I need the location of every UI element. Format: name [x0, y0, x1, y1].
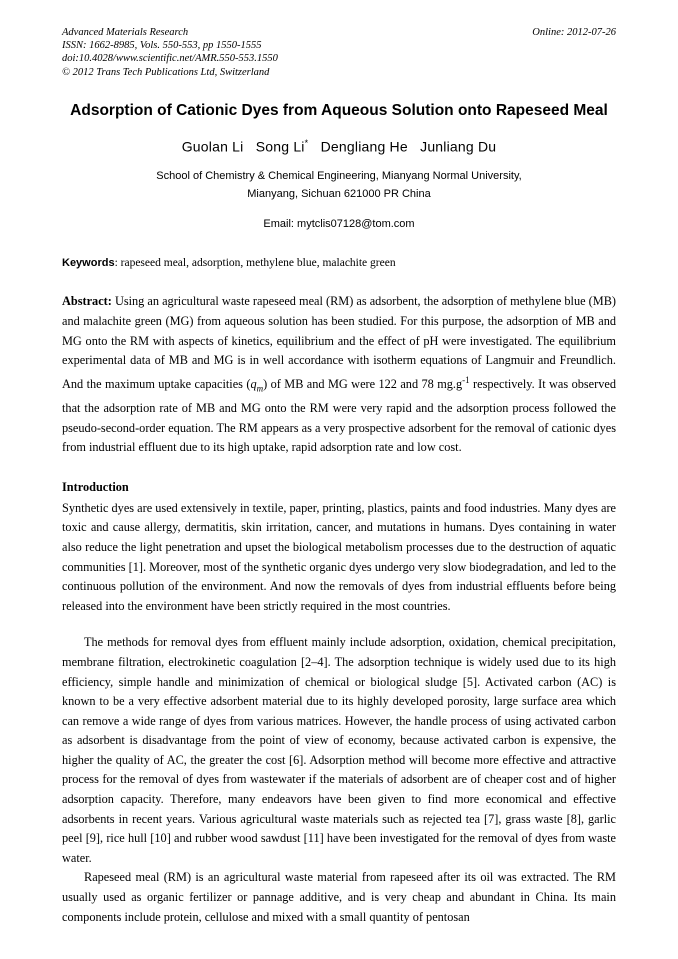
affiliation: [62, 167, 616, 203]
intro-paragraph-3: Rapeseed meal (RM) is an agricultural waste material from rapeseed after its oil was extracted. The RM usually used as organic fertilizer or pannage additive, and is very cheap and abundant in China. Its main components include protein, cellulose and mixed with a small quantity of pentosan: [62, 870, 616, 924]
abstract-qm-symbol: q: [250, 376, 257, 391]
journal-name: Advanced Materials Research: [62, 27, 189, 38]
abstract-unit-exponent: -1: [462, 374, 470, 385]
author-3: Dengliang He: [320, 138, 408, 155]
keywords-text: : rapeseed meal, adsorption, methylene blue, malachite green: [114, 257, 396, 270]
author-1: Guolan Li: [181, 138, 244, 155]
author-2: Song Li: [255, 138, 305, 155]
keywords-label: Keywords: [62, 257, 115, 270]
abstract-part-2: ) of MB and MG were 122 and 78 mg.g: [263, 376, 463, 391]
affiliation-line-2: Mianyang, Sichuan 621000 PR China: [247, 188, 431, 201]
author-4: Junliang Du: [420, 138, 497, 155]
intro-paragraph-2: The methods for removal dyes from effluent mainly include adsorption, oxidation, chemical precipitation, membrane filtration, electrokinetic coagulation [2–4]. The adsorption technique is widely used due to its high efficiency, simple handle and minimization of chemical or biological sludge [5]. Activated carbon (AC) is known to be a very effective adsorbent material due to its highly developed porosity, large surface area which can remove a wide range of dyes from various matrices. However, the handle process of using activated carbon as adsorbent is disadvantage from the point of view of economy, because activated carbon is expensive, the higher the quality of AC, the greater the cost [6]. Adsorption method will become more effective and attractive process for the removal of dyes from wastewater if the materials of adsorbent are of cheaper cost and of higher adsorption capacity. Therefore, many endeavors have been given to find more economical and effective adsorbents in recent years. Various agricultural waste materials such as rejected tea [7], grass waste [8], garlic peel [9], rice hull [10] and rubber wood sawdust [11] have been investigated for the removal of dyes from waste water.: [62, 635, 616, 865]
abstract-part-1: Using an agricultural waste rapeseed meal (RM) as adsorbent, the adsorption of methylene blue (MB) and malachite green (MG) from aqueous solution has been studied. For this purpose, the adsorption of MB and MG onto the RM with aspects of kinetics, equilibrium and the effect of pH were investigated. The equilibrium experimental data of MB and MG is in well accordance with isotherm equations of Langmuir and Freundlich. And the maximum uptake capacities (: [62, 294, 616, 391]
abstract-qm-subscript: m: [256, 383, 264, 394]
author-2-affiliation-mark: *: [304, 137, 309, 148]
issn-line: ISSN: 1662-8985, Vols. 550-553, pp 1550-1555: [62, 40, 262, 52]
abstract-block: [62, 292, 616, 457]
abstract-label: Abstract:: [62, 294, 112, 309]
abstract-part-3: respectively. It was observed that the adsorption rate of MB and MG onto the RM were very rapid and the adsorption process followed the pseudo-second-order equation. The RM appears as a very prospective adsorbent for the removal of cationic dyes from industrial effluent due to its high uptake, rapid adsorption rate and low cost.: [62, 376, 616, 455]
online-date: Online: 2012-07-26: [532, 27, 616, 38]
intro-paragraph-1: Synthetic dyes are used extensively in textile, paper, printing, plastics, paints and food industries. Many dyes are toxic and cause allergy, dermatitis, skin irritation, cancer, and mutations in humans. Dyes containing in water also reduce the light penetration and upset the biological metabolism processes due to the destruction of aquatic communities [1]. Moreover, most of the synthetic organic dyes undergo very slow biodegradation, and led to the continuous pollution of the environment. And now the removals of dyes from industrial effluents before being released into the environment have been strictly required in the most countries.: [62, 500, 616, 613]
keywords-line: [62, 256, 616, 271]
copyright-line: © 2012 Trans Tech Publications Ltd, Switzerland: [62, 66, 270, 78]
page-title: Adsorption of Cationic Dyes from Aqueous Solution onto Rapeseed Meal: [70, 101, 608, 119]
doi-line: doi:10.4028/www.scientific.net/AMR.550-553.1550: [62, 53, 278, 65]
affiliation-line-1: School of Chemistry & Chemical Engineering, Mianyang Normal University,: [156, 170, 522, 183]
page-header: [62, 26, 616, 79]
section-heading-introduction: Introduction: [62, 479, 129, 494]
author-list: [62, 138, 616, 155]
contact-email: Email: mytclis07128@tom.com: [263, 218, 415, 231]
